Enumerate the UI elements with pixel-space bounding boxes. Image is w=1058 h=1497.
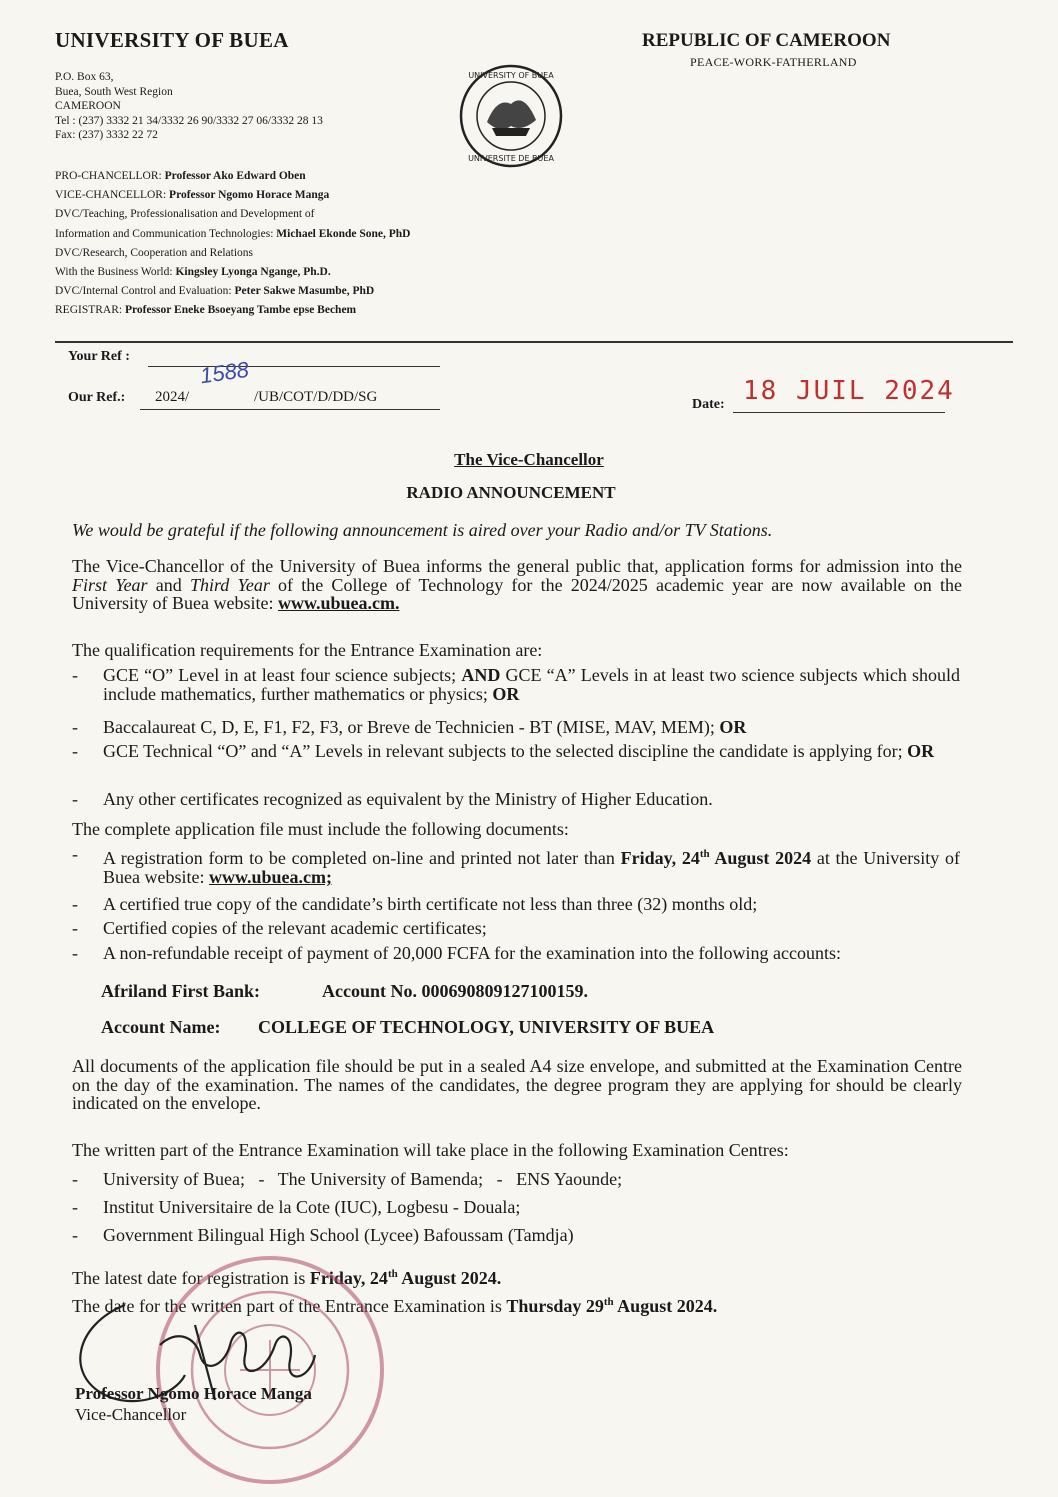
list-item: - Certified copies of the relevant academic certificates; xyxy=(72,919,960,938)
text: The Vice-Chancellor of the University of Buea informs the general public that, application forms for admission into the xyxy=(72,556,962,576)
official-line xyxy=(55,282,410,301)
list-item: - Any other certificates recognized as equivalent by the Ministry of Higher Education. xyxy=(72,790,960,809)
our-ref-label: Our Ref.: xyxy=(68,390,126,405)
signatory-name: Professor Ngomo Horace Manga xyxy=(75,1384,312,1403)
centres-intro: The written part of the Entrance Examination will take place in the following Examination Centres: xyxy=(72,1140,789,1160)
text: GCE “A” Levels in at least two science subjects which should include mathematics, further mathematics or physics; xyxy=(103,665,960,704)
official-role: With the Business World: xyxy=(55,266,176,279)
list-item: - Institut Universitaire de la Cote (IUC), Logbesu - Douala; xyxy=(72,1198,960,1217)
text: August 2024 xyxy=(709,848,812,868)
text: Friday, 24 xyxy=(309,1268,388,1288)
official-name: Peter Sakwe Masumbe, PhD xyxy=(234,285,375,298)
official-role: REGISTRAR: xyxy=(55,304,125,317)
qual-intro: The qualification requirements for the Entrance Examination are: xyxy=(72,640,543,660)
address-block xyxy=(55,70,323,143)
official-role: Information and Communication Technologies: xyxy=(55,227,277,240)
official-name: Professor Ngomo Horace Manga xyxy=(169,189,330,202)
list-item: - GCE “O” Level in at least four science subjects; AND GCE “A” Levels in at least two science subjects which should include mathematics, further mathematics or physics; OR xyxy=(72,665,960,704)
date-stamp: 18 JUIL 2024 xyxy=(743,376,955,406)
list-item: - GCE Technical “O” and “A” Levels in relevant subjects to the selected discipline the candidate is applying for; OR xyxy=(72,741,935,761)
website-link[interactable]: www.ubuea.cm. xyxy=(277,593,400,613)
list-item: - University of Buea; - The University of Bamenda; - ENS Yaounde; xyxy=(72,1170,960,1189)
official-role: VICE-CHANCELLOR: xyxy=(55,189,170,202)
text: th xyxy=(603,1296,614,1308)
official-name: Kingsley Lyonga Ngange, Ph.D. xyxy=(175,266,331,279)
svg-text:UNIVERSITY OF BUEA: UNIVERSITY OF BUEA xyxy=(468,71,554,80)
your-ref-label: Your Ref : xyxy=(68,349,130,364)
date-label: Date: xyxy=(692,397,725,412)
official-line xyxy=(55,301,410,320)
text: OR xyxy=(907,741,935,761)
text: A certified true copy of the candidate’s birth certificate not less than three (32) months old; xyxy=(103,894,758,914)
official-line xyxy=(55,244,410,263)
text: Baccalaureat C, D, E, F1, F2, F3, or Breve de Technicien - BT (MISE, MAV, MEM); xyxy=(103,717,720,737)
website-link[interactable]: www.ubuea.cm; xyxy=(208,867,332,887)
text: Institut Universitaire de la Cote (IUC), Logbesu - Douala; xyxy=(103,1197,521,1217)
list-item: - A certified true copy of the candidate’s birth certificate not less than three (32) months old; xyxy=(72,895,960,914)
announcement-from xyxy=(0,450,1058,470)
announcement-title: RADIO ANNOUNCEMENT xyxy=(406,483,616,502)
para-envelope: All documents of the application file should be put in a sealed A4 size envelope, and submitted at the Examination Centre on the day of the examination. The names of the candidates, the degree program they are applying for should be clearly indicated on the envelope. xyxy=(72,1056,962,1113)
official-name: Professor Eneke Bsoeyang Tambe epse Bechem xyxy=(124,304,357,317)
address-line: Buea, South West Region xyxy=(55,85,173,98)
account-name: COLLEGE OF TECHNOLOGY, UNIVERSITY OF BUEA xyxy=(258,1017,715,1037)
address-line: CAMEROON xyxy=(55,100,121,112)
text: Third Year xyxy=(189,574,270,595)
text: OR xyxy=(719,717,747,737)
text: August 2024. xyxy=(613,1296,718,1316)
text: GCE Technical “O” and “A” Levels in relevant subjects to the selected discipline the candidate is applying for; xyxy=(103,741,908,761)
official-name: Professor Ako Edward Oben xyxy=(164,170,306,182)
account-name-label: Account Name: xyxy=(101,1017,221,1037)
date-line xyxy=(733,412,945,413)
our-ref-handwritten: 1588 xyxy=(198,356,251,389)
text: A non-refundable receipt of payment of 20,000 FCFA for the examination into the following accounts: xyxy=(103,943,841,963)
svg-text:UNIVERSITE DE BUEA: UNIVERSITE DE BUEA xyxy=(468,154,554,163)
republic-name: REPUBLIC OF CAMEROON xyxy=(642,30,891,51)
list-item: - A non-refundable receipt of payment of 20,000 FCFA for the examination into the following accounts: xyxy=(72,944,960,963)
our-ref-prefix: 2024/ xyxy=(155,389,190,405)
address-line: Tel : (237) 3332 21 34/3332 26 90/3332 27 06/3332 28 13 xyxy=(55,114,323,127)
text: University of Buea; - The University of Bamenda; - ENS Yaounde; xyxy=(103,1169,623,1189)
address-line: Fax: (237) 3332 22 72 xyxy=(55,129,158,141)
list-item: - A registration form to be completed on-line and printed not later than Friday, 24th August 2024 at the University of Buea website: www.ubuea.cm; xyxy=(72,844,960,887)
our-ref-line xyxy=(140,409,440,410)
text: The date for the written part of the Entrance Examination is xyxy=(72,1296,507,1316)
our-ref-suffix: /UB/COT/D/DD/SG xyxy=(254,389,378,405)
official-role: DVC/Teaching, Professionalisation and Development of xyxy=(55,208,315,221)
text: Any other certificates recognized as equivalent by the Ministry of Higher Education. xyxy=(103,789,713,809)
address-line: P.O. Box 63, xyxy=(55,71,114,83)
text: Government Bilingual High School (Lycee) Bafoussam (Tamdja) xyxy=(103,1225,574,1245)
official-line xyxy=(55,225,410,244)
title-text: The Vice-Chancellor xyxy=(454,450,604,469)
official-role: PRO-CHANCELLOR: xyxy=(55,170,165,182)
officials-list xyxy=(55,167,410,321)
account-number: Account No. 000690809127100159. xyxy=(322,981,588,1001)
text: August 2024. xyxy=(397,1268,502,1288)
text: of the College of Technology for the 2024/2025 academic year are now available on the University of Buea website: xyxy=(72,574,962,613)
list-item: - Baccalaureat C, D, E, F1, F2, F3, or Breve de Technicien - BT (MISE, MAV, MEM); OR xyxy=(72,717,747,737)
university-name: UNIVERSITY OF BUEA xyxy=(55,28,289,52)
header-divider xyxy=(55,341,1013,343)
text: Thursday 29 xyxy=(506,1296,604,1316)
para-intro xyxy=(72,557,962,613)
republic-motto: PEACE-WORK-FATHERLAND xyxy=(690,55,857,69)
official-line xyxy=(55,186,410,205)
text: GCE “O” Level in at least four science subjects; xyxy=(103,665,462,685)
official-name: Michael Ekonde Sone, PhD xyxy=(276,227,411,240)
text: First Year xyxy=(72,574,148,595)
signatory-title: Vice-Chancellor xyxy=(75,1405,187,1424)
list-item: - Government Bilingual High School (Lycee) Bafoussam (Tamdja) xyxy=(72,1226,960,1245)
official-line xyxy=(55,205,410,224)
text: A registration form to be completed on-line and printed not later than xyxy=(103,848,621,868)
text: Friday, 24 xyxy=(620,848,700,868)
text: and xyxy=(147,574,190,595)
official-role: DVC/Internal Control and Evaluation: xyxy=(55,285,235,298)
docs-intro: The complete application file must include the following documents: xyxy=(72,819,569,839)
official-line xyxy=(55,167,410,186)
university-seal-icon xyxy=(452,62,570,170)
text: AND xyxy=(461,665,501,685)
text: th xyxy=(699,848,710,860)
text: th xyxy=(387,1268,398,1280)
official-line xyxy=(55,263,410,282)
your-ref-line xyxy=(148,366,440,367)
text: at the University of Buea website: xyxy=(103,848,960,887)
text: OR xyxy=(492,684,520,704)
text: Certified copies of the relevant academic certificates; xyxy=(103,918,487,938)
intro-text: We would be grateful if the following announcement is aired over your Radio and/or TV Stations. xyxy=(72,520,773,540)
bank-label: Afriland First Bank: xyxy=(101,981,261,1001)
text: The latest date for registration is xyxy=(72,1268,310,1288)
official-role: DVC/Research, Cooperation and Relations xyxy=(55,246,254,259)
